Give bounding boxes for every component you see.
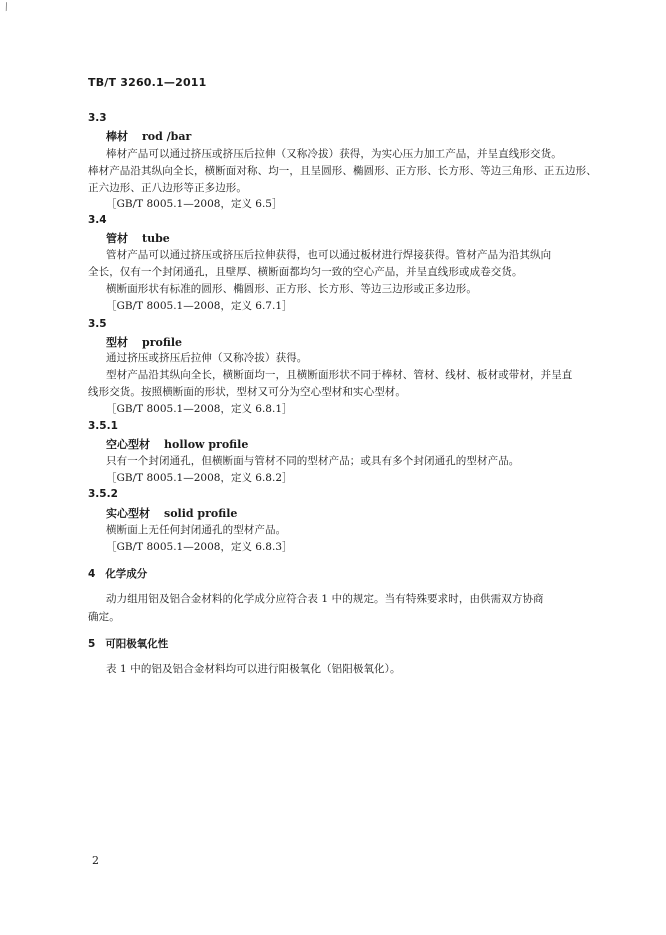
- term-en: rod /bar: [142, 130, 192, 143]
- clause-3-4-number: 3.4: [88, 214, 107, 226]
- clause-3-4-reference: ［GB/T 8005.1—2008，定义 6.7.1］: [106, 300, 293, 312]
- section-number: 5: [88, 638, 96, 650]
- clause-3-3-para-1: 棒材产品可以通过挤压或挤压后拉伸（又称冷拔）获得，为实心压力加工产品，并呈直线形交货。: [106, 148, 562, 160]
- term-en: hollow profile: [164, 438, 249, 451]
- clause-3-3-para-2b: 正六边形、正八边形等正多边形。: [88, 182, 247, 194]
- term-cn: 棒材: [106, 130, 128, 143]
- section-5-para-1: 表 1 中的铝及铝合金材料均可以进行阳极氧化（铝阳极氧化）。: [106, 663, 401, 675]
- clause-3-3-reference: ［GB/T 8005.1—2008，定义 6.5］: [106, 198, 283, 210]
- clause-3-5-para-2b: 线形交货。按照横断面的形状，型材又可分为空心型材和实心型材。: [88, 386, 406, 398]
- clause-3-5-number: 3.5: [88, 318, 107, 330]
- section-5-heading: [88, 636, 168, 651]
- section-4-para-1a: 动力组用铝及铝合金材料的化学成分应符合表 1 中的规定。当有特殊要求时，由供需双方协商: [106, 593, 544, 605]
- clause-3-3-term: [106, 128, 191, 144]
- clause-3-5-2-reference: ［GB/T 8005.1—2008，定义 6.8.3］: [106, 541, 293, 553]
- standard-number-header: TB/T 3260.1—2011: [88, 76, 207, 89]
- clause-3-5-reference: ［GB/T 8005.1—2008，定义 6.8.1］: [106, 403, 293, 415]
- clause-3-5-term: [106, 334, 182, 350]
- clause-3-4-term: [106, 230, 170, 246]
- term-en: profile: [142, 336, 182, 349]
- clause-3-4-para-1a: 管材产品可以通过挤压或挤压后拉伸获得，也可以通过板材进行焊接获得。管材产品为沿其纵向: [106, 249, 552, 261]
- term-en: tube: [142, 232, 170, 245]
- clause-3-5-1-reference: ［GB/T 8005.1—2008，定义 6.8.2］: [106, 472, 293, 484]
- clause-3-5-para-1: 通过挤压或挤压后拉伸（又称冷拔）获得。: [106, 352, 308, 364]
- clause-3-5-2-para-1: 横断面上无任何封闭通孔的型材产品。: [106, 524, 287, 536]
- clause-3-5-1-term: [106, 436, 248, 452]
- clause-3-5-2-number: 3.5.2: [88, 488, 118, 500]
- page-number: 2: [92, 854, 99, 867]
- clause-3-3-para-2a: 棒材产品沿其纵向全长，横断面对称、均一，且呈圆形、椭圆形、正方形、长方形、等边三角形、正五边形、: [88, 165, 597, 177]
- clause-3-4-para-2: 横断面形状有标准的圆形、椭圆形、正方形、长方形、等边三边形或正多边形。: [106, 283, 477, 295]
- clause-3-3-number: 3.3: [88, 112, 107, 124]
- section-4-para-1b: 确定。: [88, 611, 120, 623]
- section-title: 可阳极氧化性: [105, 638, 169, 650]
- term-cn: 型材: [106, 336, 128, 349]
- term-en: solid profile: [164, 507, 238, 520]
- term-cn: 空心型材: [106, 438, 150, 451]
- section-title: 化学成分: [105, 568, 148, 580]
- clause-3-5-2-term: [106, 505, 237, 521]
- term-cn: 管材: [106, 232, 128, 245]
- section-4-heading: [88, 566, 147, 581]
- clause-3-5-1-para-1: 只有一个封闭通孔，但横断面与管材不同的型材产品；或具有多个封闭通孔的型材产品。: [106, 455, 520, 467]
- term-cn: 实心型材: [106, 507, 150, 520]
- clause-3-5-1-number: 3.5.1: [88, 420, 118, 432]
- clause-3-4-para-1b: 全长，仅有一个封闭通孔，且壁厚、横断面都均匀一致的空心产品，并呈直线形或成卷交货。: [88, 266, 523, 278]
- scan-mark: ⁄: [3, 2, 11, 13]
- clause-3-5-para-2a: 型材产品沿其纵向全长，横断面均一，且横断面形状不同于棒材、管材、线材、板材或带材，并呈直: [106, 369, 573, 381]
- section-number: 4: [88, 568, 96, 580]
